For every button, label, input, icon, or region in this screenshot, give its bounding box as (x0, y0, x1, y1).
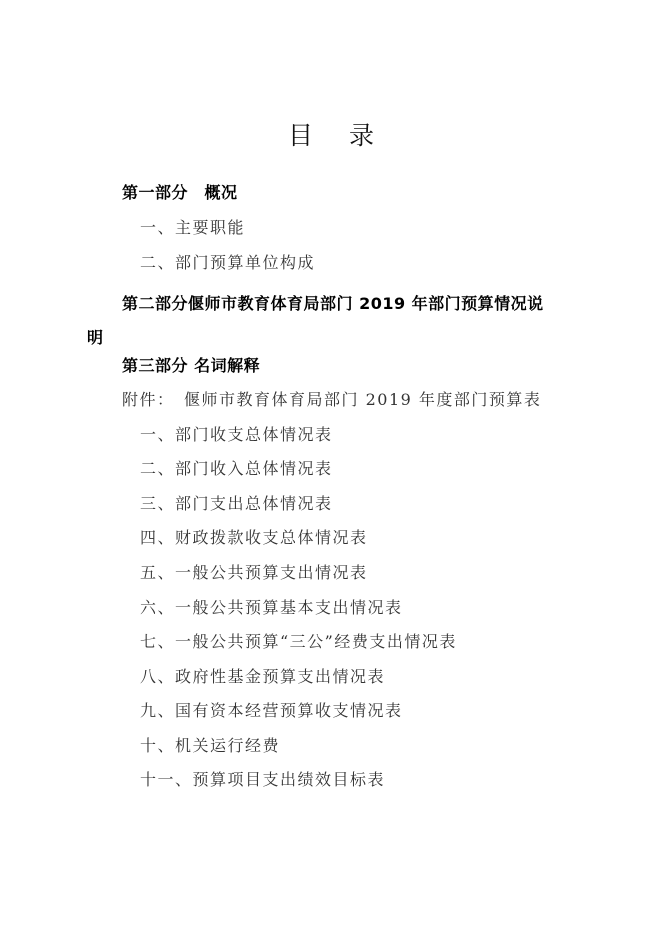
toc-item[interactable]: 一、主要职能 (140, 218, 246, 237)
toc-item[interactable]: 九、国有资本经营预算收支情况表 (140, 701, 403, 720)
toc-item[interactable]: 十、机关运行经费 (140, 736, 281, 755)
toc-item[interactable]: 一、部门收支总体情况表 (140, 425, 333, 444)
page-title: 目 录 (288, 121, 388, 150)
toc-item[interactable]: 二、部门预算单位构成 (140, 253, 316, 272)
toc-part2-heading[interactable]: 第二部分偃师市教育体育局部门 2019 年部门预算情况说明 (87, 294, 544, 347)
toc-item[interactable]: 四、财政拨款收支总体情况表 (140, 528, 368, 547)
toc-item[interactable]: 二、部门收入总体情况表 (140, 459, 333, 478)
toc-item[interactable]: 七、一般公共预算“三公”经费支出情况表 (140, 632, 457, 651)
toc-item[interactable]: 五、一般公共预算支出情况表 (140, 563, 368, 582)
toc-item[interactable]: 八、政府性基金预算支出情况表 (140, 667, 386, 686)
toc-part1-heading[interactable]: 第一部分 概况 (122, 183, 238, 202)
toc-item[interactable]: 三、部门支出总体情况表 (140, 494, 333, 513)
toc-part3-heading[interactable]: 第三部分 名词解释 (122, 356, 261, 375)
toc-attachment-label[interactable]: 附件： 偃师市教育体育局部门 2019 年度部门预算表 (122, 390, 542, 409)
toc-item[interactable]: 六、一般公共预算基本支出情况表 (140, 598, 403, 617)
toc-item[interactable]: 十一、预算项目支出绩效目标表 (140, 770, 386, 789)
